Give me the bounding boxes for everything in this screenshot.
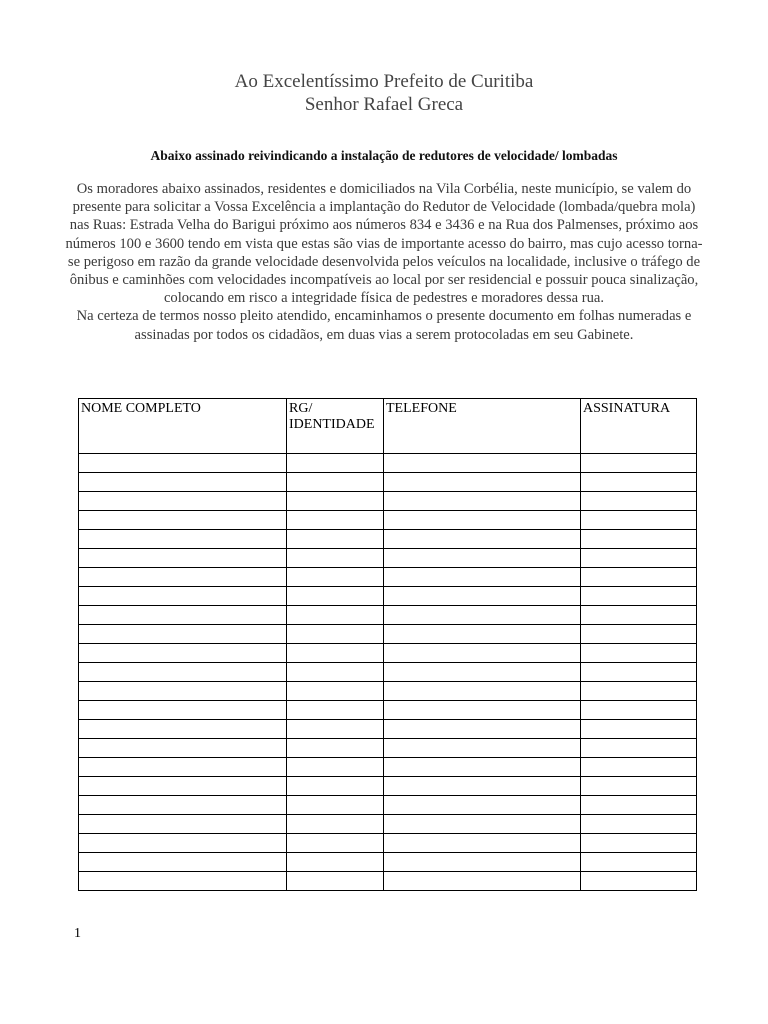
cell-telefone	[384, 606, 581, 625]
table-row	[79, 625, 697, 644]
cell-nome	[79, 663, 287, 682]
cell-rg	[287, 834, 384, 853]
cell-assinatura	[581, 701, 697, 720]
cell-assinatura	[581, 815, 697, 834]
cell-telefone	[384, 530, 581, 549]
cell-assinatura	[581, 549, 697, 568]
table-row	[79, 682, 697, 701]
cell-telefone	[384, 796, 581, 815]
cell-rg	[287, 568, 384, 587]
cell-telefone	[384, 815, 581, 834]
cell-rg	[287, 720, 384, 739]
cell-rg	[287, 853, 384, 872]
cell-nome	[79, 644, 287, 663]
document-body	[64, 180, 704, 344]
cell-rg	[287, 606, 384, 625]
cell-rg	[287, 644, 384, 663]
table-row	[79, 796, 697, 815]
table-row	[79, 872, 697, 891]
cell-rg	[287, 549, 384, 568]
cell-telefone	[384, 549, 581, 568]
cell-nome	[79, 549, 287, 568]
signature-table-body	[79, 454, 697, 891]
table-row	[79, 492, 697, 511]
cell-telefone	[384, 511, 581, 530]
heading-addressee: Ao Excelentíssimo Prefeito de Curitiba	[234, 71, 534, 92]
cell-telefone	[384, 492, 581, 511]
cell-nome	[79, 739, 287, 758]
header-telefone: TELEFONE	[384, 399, 581, 454]
table-row	[79, 701, 697, 720]
header-nome-completo: NOME COMPLETO	[79, 399, 287, 454]
cell-assinatura	[581, 739, 697, 758]
cell-assinatura	[581, 625, 697, 644]
cell-rg	[287, 492, 384, 511]
cell-assinatura	[581, 568, 697, 587]
table-row	[79, 606, 697, 625]
cell-nome	[79, 777, 287, 796]
cell-rg	[287, 587, 384, 606]
cell-rg	[287, 682, 384, 701]
cell-nome	[79, 682, 287, 701]
cell-assinatura	[581, 777, 697, 796]
cell-telefone	[384, 454, 581, 473]
table-row	[79, 511, 697, 530]
table-row	[79, 815, 697, 834]
table-row	[79, 758, 697, 777]
header-rg-identidade: RG/ IDENTIDADE	[287, 399, 384, 454]
cell-assinatura	[581, 872, 697, 891]
document-subtitle: Abaixo assinado reivindicando a instalação de redutores de velocidade/ lombadas	[150, 148, 618, 163]
table-row	[79, 834, 697, 853]
cell-telefone	[384, 682, 581, 701]
cell-rg	[287, 739, 384, 758]
cell-assinatura	[581, 720, 697, 739]
body-paragraph-1: Os moradores abaixo assinados, residentes e domiciliados na Vila Corbélia, neste município, se valem do presente para solicitar a Vossa Excelência a implantação do Redutor de Velocidade (lombada/quebra mola) nas Ruas: Estrada Velha do Barigui próximo aos números 834 e 3436 e na Rua dos Palmenses, próximo aos números 100 e 3600 tendo em vista que estas são vias de importante acesso do bairro, mas cujo acesso torna-se perigoso em razão da grande velocidade desenvolvida pelos veículos na localidade, inclusive o tráfego de ônibus e caminhões com velocidades incompatíveis ao local por ser residencial e possuir pouca sinalização, colocando em risco a integridade física de pedestres e moradores dessa rua.	[65, 181, 703, 307]
signature-table	[78, 398, 697, 891]
cell-rg	[287, 872, 384, 891]
cell-telefone	[384, 853, 581, 872]
cell-rg	[287, 796, 384, 815]
table-row	[79, 549, 697, 568]
cell-nome	[79, 492, 287, 511]
cell-assinatura	[581, 530, 697, 549]
cell-assinatura	[581, 606, 697, 625]
table-row	[79, 739, 697, 758]
cell-telefone	[384, 720, 581, 739]
cell-telefone	[384, 834, 581, 853]
table-row	[79, 644, 697, 663]
cell-nome	[79, 625, 287, 644]
cell-assinatura	[581, 454, 697, 473]
cell-telefone	[384, 644, 581, 663]
cell-assinatura	[581, 834, 697, 853]
table-row	[79, 587, 697, 606]
cell-assinatura	[581, 758, 697, 777]
cell-rg	[287, 815, 384, 834]
heading-name: Senhor Rafael Greca	[304, 94, 464, 115]
cell-telefone	[384, 568, 581, 587]
cell-nome	[79, 815, 287, 834]
cell-assinatura	[581, 473, 697, 492]
body-paragraph-2: Na certeza de termos nosso pleito atendido, encaminhamos o presente documento em folhas numeradas e assinadas por todos os cidadãos, em duas vias a serem protocoladas em seu Gabinete.	[76, 308, 692, 343]
cell-rg	[287, 758, 384, 777]
header-assinatura: ASSINATURA	[581, 399, 697, 454]
cell-telefone	[384, 473, 581, 492]
cell-nome	[79, 834, 287, 853]
cell-telefone	[384, 777, 581, 796]
cell-nome	[79, 758, 287, 777]
cell-rg	[287, 454, 384, 473]
cell-nome	[79, 568, 287, 587]
cell-telefone	[384, 625, 581, 644]
cell-telefone	[384, 739, 581, 758]
cell-nome	[79, 530, 287, 549]
cell-nome	[79, 511, 287, 530]
cell-telefone	[384, 872, 581, 891]
table-row	[79, 530, 697, 549]
cell-telefone	[384, 663, 581, 682]
table-row	[79, 720, 697, 739]
cell-assinatura	[581, 796, 697, 815]
cell-rg	[287, 777, 384, 796]
cell-nome	[79, 853, 287, 872]
cell-rg	[287, 530, 384, 549]
cell-assinatura	[581, 853, 697, 872]
cell-nome	[79, 796, 287, 815]
table-row	[79, 473, 697, 492]
cell-assinatura	[581, 682, 697, 701]
cell-rg	[287, 511, 384, 530]
cell-nome	[79, 454, 287, 473]
cell-assinatura	[581, 492, 697, 511]
cell-telefone	[384, 587, 581, 606]
cell-rg	[287, 663, 384, 682]
table-header-row	[79, 399, 697, 454]
cell-telefone	[384, 701, 581, 720]
cell-nome	[79, 473, 287, 492]
cell-assinatura	[581, 587, 697, 606]
cell-rg	[287, 473, 384, 492]
cell-rg	[287, 701, 384, 720]
table-row	[79, 777, 697, 796]
cell-assinatura	[581, 644, 697, 663]
table-row	[79, 663, 697, 682]
table-row	[79, 454, 697, 473]
cell-nome	[79, 701, 287, 720]
cell-assinatura	[581, 663, 697, 682]
cell-rg	[287, 625, 384, 644]
cell-telefone	[384, 758, 581, 777]
table-row	[79, 568, 697, 587]
page-number: 1	[74, 926, 81, 941]
cell-nome	[79, 872, 287, 891]
cell-nome	[79, 587, 287, 606]
cell-nome	[79, 606, 287, 625]
table-row	[79, 853, 697, 872]
cell-nome	[79, 720, 287, 739]
cell-assinatura	[581, 511, 697, 530]
